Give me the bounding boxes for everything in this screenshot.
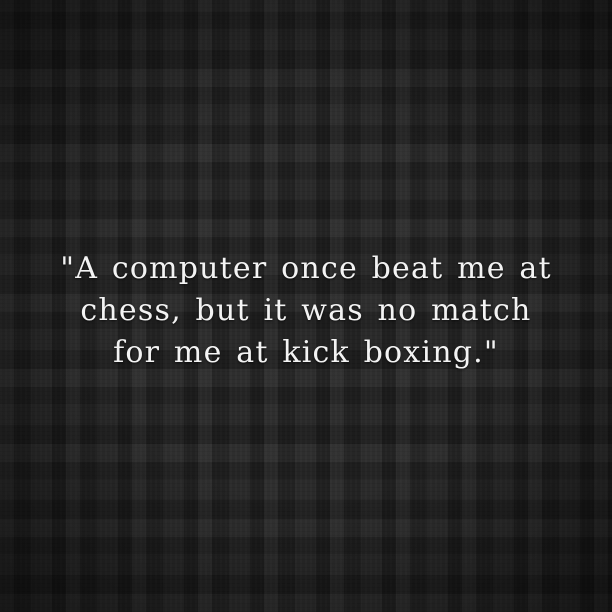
quote-text-block [0, 248, 612, 374]
quote-line-3: for me at kick boxing." [113, 335, 499, 370]
quote-line-2: chess, but it was no match [80, 293, 532, 328]
quote-line-1: "A computer once beat me at [60, 251, 552, 286]
